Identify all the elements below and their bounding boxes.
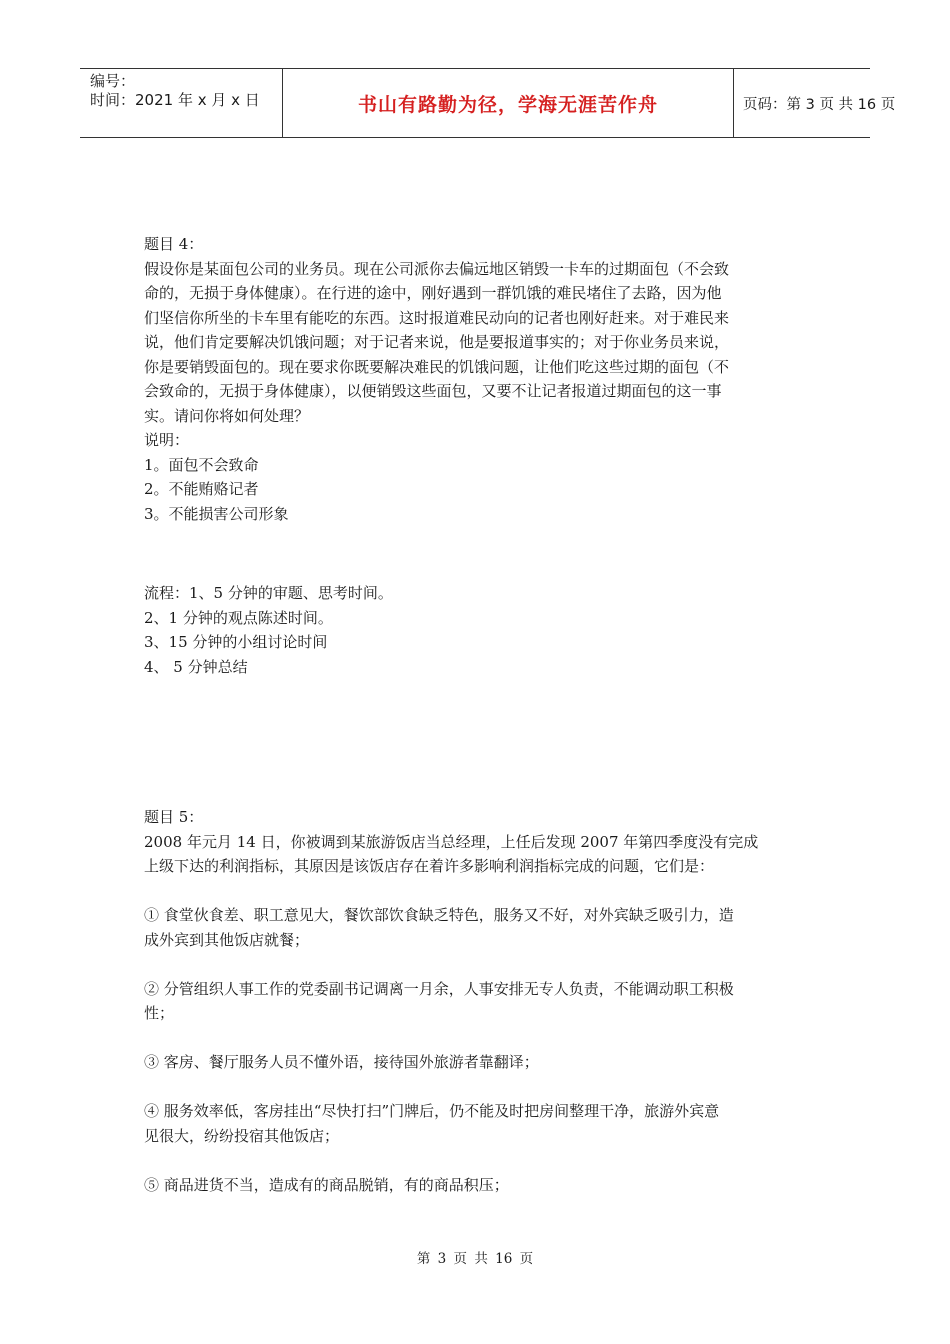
problem-line: 成外宾到其他饭店就餐； [144,930,310,949]
header-page-info: 页码：第 3 页 共 16 页 [743,96,896,113]
notes-list [144,453,824,527]
document-date: 时间：2021 年 x 月 x 日 [90,91,260,109]
question-5-section [144,805,824,1197]
notes-title: 说明： [144,431,190,449]
problem-line: ② 分管组织人事工作的党委副书记调离一月余，人事安排无专人负责，不能调动职工积极 [144,979,734,998]
body-line: 们坚信你所坐的卡车里有能吃的东西。这时报道难民动向的记者也刚好赶来。对于难民来 [144,308,730,327]
body-line: 说，他们肯定要解决饥饿问题；对于记者来说，他是要报道事实的；对于你业务员来说， [144,333,730,351]
problem-item-1 [144,903,824,952]
question-4-body [144,257,824,429]
page-header [80,68,896,138]
body-line: 你是要销毁面包的。现在要求你既要解决难民的饥饿问题，让他们吃这些过期的面包（不 [144,357,730,376]
note-item: 1。面包不会致命 [144,455,259,474]
header-left-cell [80,69,282,137]
note-item: 2。不能贿赂记者 [144,480,259,498]
body-line: 实。请问你将如何处理？ [144,406,310,425]
body-line: 命的，无损于身体健康）。在行进的途中，刚好遇到一群饥饿的难民堵住了去路，因为他 [144,284,722,302]
intro-line: 2008 年元月 14 日，你被调到某旅游饭店当总经理，上任后发现 2007 年第四季度没有完成 [144,832,759,851]
intro-line: 上级下达的利润指标，其原因是该饭店存在着许多影响利润指标完成的问题，它们是： [144,857,715,875]
problem-line: 性； [144,1004,175,1022]
header-motto: 书山有路勤为径，学海无涯苦作舟 [282,69,734,137]
flow-item: 3、15 分钟的小组讨论时间 [144,633,328,651]
problem-line: ① 食堂伙食差、职工意见大，餐饮部饮食缺乏特色，服务又不好，对外宾缺乏吸引力，造 [144,906,734,924]
question-4-section [144,232,824,526]
body-line: 假设你是某面包公司的业务员。现在公司派你去偏远地区销毁一卡车的过期面包（不会致 [144,259,730,278]
page-footer: 第 3 页 共 16 页 [416,1251,534,1267]
flow-section [144,581,824,679]
body-line: 会致命的，无损于身体健康），以便销毁这些面包，又要不让记者报道过期面包的这一事 [144,382,722,400]
flow-item: 4、 5 分钟总结 [144,657,248,676]
problem-line: ③ 客房、餐厅服务人员不懂外语，接待国外旅游者靠翻译； [144,1053,539,1071]
question-4-title: 题目 4： [144,235,204,253]
problem-item-4 [144,1099,824,1148]
document-number-label: 编号： [90,72,136,90]
problem-line: ⑤ 商品进货不当，造成有的商品脱销，有的商品积压； [144,1175,509,1194]
flow-item: 流程：1、5 分钟的审题、思考时间。 [144,584,393,602]
note-item: 3。不能损害公司形象 [144,504,289,523]
question-5-title: 题目 5： [144,808,204,826]
problem-item-2 [144,977,824,1026]
problem-item-3 [144,1050,824,1075]
problem-line: ④ 服务效率低，客房挂出“尽快打扫”门牌后，仍不能及时把房间整理干净，旅游外宾意 [144,1102,720,1120]
flow-item: 2、1 分钟的观点陈述时间。 [144,608,333,627]
problem-item-5 [144,1173,824,1198]
problem-line: 见很大，纷纷投宿其他饭店； [144,1126,340,1145]
